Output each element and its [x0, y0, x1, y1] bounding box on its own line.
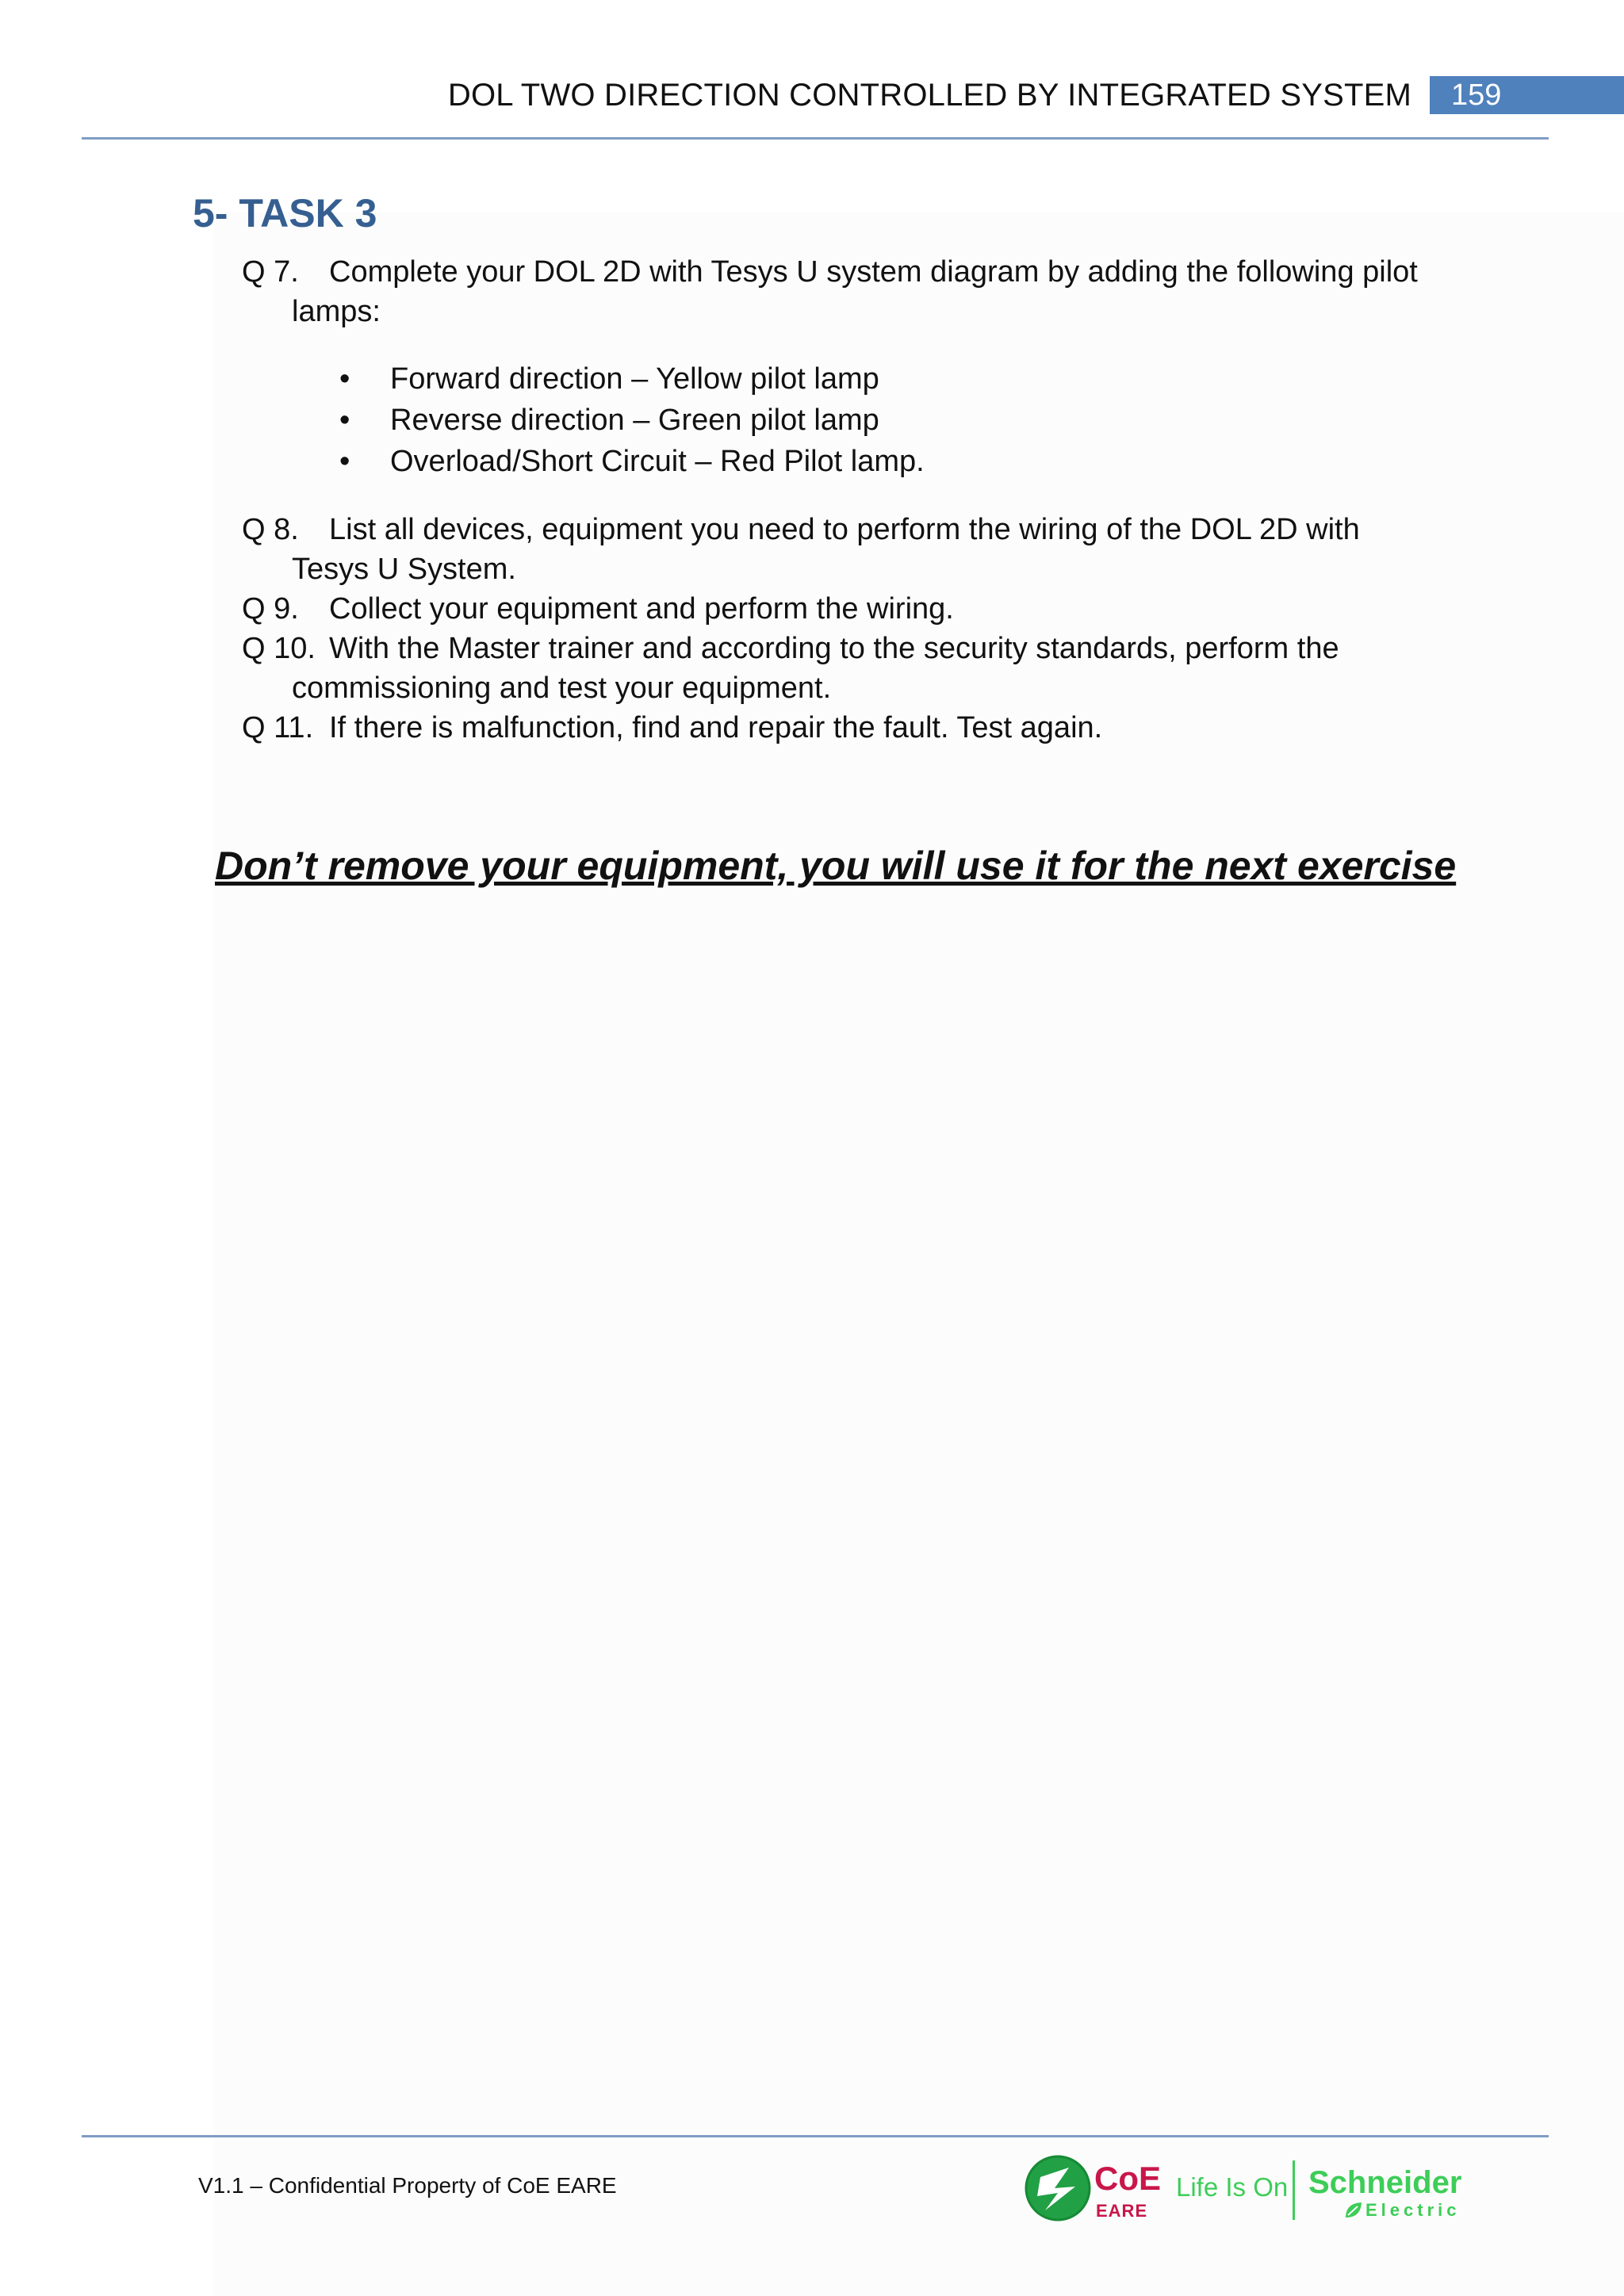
- question-item: [242, 510, 1360, 549]
- logo-separator: [1293, 2160, 1295, 2220]
- question-text: With the Master trainer and according to the security standards, perform the: [329, 632, 1339, 665]
- important-note: Don’t remove your equipment, you will use it for the next exercise: [215, 844, 1457, 888]
- footer-confidential-text: V1.1 – Confidential Property of CoE EARE: [198, 2173, 617, 2198]
- question-text: List all devices, equipment you need to perform the wiring of the DOL 2D with: [329, 513, 1360, 546]
- coe-logo-subtext: EARE: [1096, 2201, 1148, 2221]
- question-text: Complete your DOL 2D with Tesys U system diagram by adding the following pilot: [329, 255, 1418, 289]
- question-item: [242, 252, 1418, 292]
- page-number-badge: 159: [1430, 76, 1624, 114]
- question-text: If there is malfunction, find and repair the fault. Test again.: [329, 711, 1103, 744]
- question-number: Q 7.: [242, 255, 299, 289]
- coe-eare-logo-icon: [1023, 2153, 1093, 2223]
- list-item-text: Reverse direction – Green pilot lamp: [390, 404, 879, 437]
- schneider-logo-text: Schneider: [1308, 2165, 1462, 2200]
- question-item: [242, 589, 954, 629]
- coe-logo-text: CoE: [1094, 2160, 1161, 2197]
- schneider-logo-subtext: Electric: [1365, 2200, 1461, 2220]
- list-item-text: Forward direction – Yellow pilot lamp: [390, 362, 879, 396]
- section-title: 5- TASK 3: [193, 191, 377, 235]
- list-item: [339, 442, 925, 481]
- life-is-on-tagline: Life Is On: [1176, 2172, 1289, 2202]
- schneider-leaf-icon: [1343, 2200, 1364, 2221]
- question-item: [242, 629, 1339, 668]
- question-text-continued: commissioning and test your equipment.: [292, 672, 832, 705]
- list-item: [339, 359, 879, 399]
- question-number: Q 9.: [242, 592, 299, 626]
- question-text-continued: Tesys U System.: [292, 553, 516, 586]
- question-item: [242, 708, 1102, 748]
- bullet-icon: •: [339, 445, 350, 478]
- bullet-icon: •: [339, 362, 350, 396]
- bullet-icon: •: [339, 404, 350, 437]
- list-item: [339, 400, 879, 440]
- question-number: Q 8.: [242, 513, 299, 546]
- list-item-text: Overload/Short Circuit – Red Pilot lamp.: [390, 445, 925, 478]
- question-number: Q 10.: [242, 632, 316, 665]
- running-header-title: DOL TWO DIRECTION CONTROLLED BY INTEGRATED SYSTEM: [447, 78, 1411, 113]
- question-text: Collect your equipment and perform the wiring.: [329, 592, 954, 626]
- question-number: Q 11.: [242, 711, 314, 744]
- question-text-continued: lamps:: [292, 295, 381, 328]
- footer-divider: [82, 2135, 1549, 2137]
- header-divider: [82, 137, 1549, 140]
